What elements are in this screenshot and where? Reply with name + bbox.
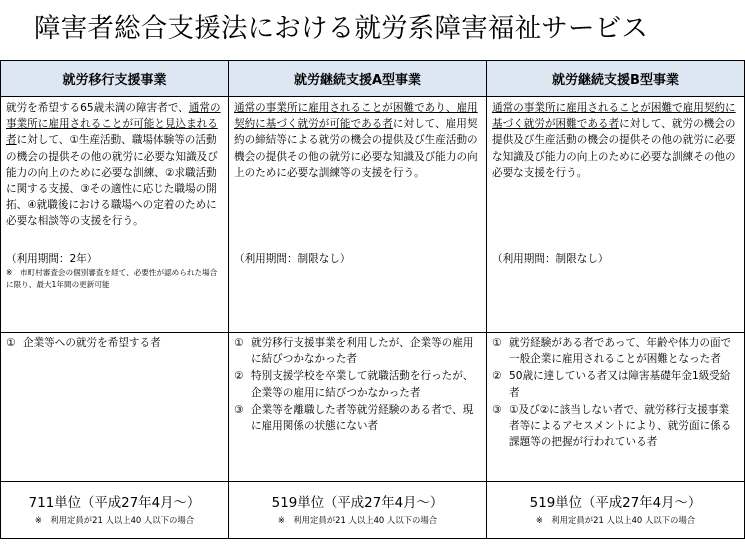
target-item: ② 特別支援学校を卒業して就職活動を行ったが、企業等の雇用に結びつかなかった者 (234, 370, 474, 399)
target-item: ① 企業等への就労を希望する者 (6, 337, 161, 349)
page-title: 障害者総合支援法における就労系障害福祉サービス (34, 13, 649, 44)
description-cell-type-b (487, 97, 745, 333)
usage-period: （利用期間：制限なし） (234, 253, 351, 265)
services-table-container (0, 60, 736, 525)
services-table (0, 60, 745, 539)
target-item: ③ ①及び②に該当しない者で、就労移行支援事業者等によるアセスメントにより、就労面に係る課題等の把握が行われている者 (492, 403, 732, 449)
description-row (1, 97, 745, 333)
fee-note: ※ 利用定員が21 人以上40 人以下の場合 (277, 515, 438, 525)
target-cell-type-a (229, 333, 487, 482)
description-text: 通常の事業所に雇用されることが困難で雇用契約に基づく就労が困難である者に対して、就労の機会の提供及び生産活動の機会の提供その他の就労に必要な知識及び能力の向上のために必要な訓練その他の必要な支援を行う。 (492, 102, 736, 179)
target-cell-transition (1, 333, 229, 482)
header-row (1, 61, 745, 97)
fee-units: 519単位（平成27年4月～） (529, 496, 702, 511)
target-item: ③ 企業等を離職した者等就労経験のある者で、現に雇用関係の状態にない者 (234, 403, 474, 433)
description-cell-transition (1, 97, 229, 333)
column-header-type-b: 就労継続支援B型事業 (487, 61, 745, 97)
target-cell-type-b (487, 333, 745, 482)
fee-row (1, 482, 745, 539)
target-item: ① 就労経験がある者であって、年齢や体力の面で一般企業に雇用されることが困難となった者 (492, 337, 732, 366)
description-text: 通常の事業所に雇用されることが困難であり、雇用契約に基づく就労が可能である者に対して、雇用契約の締結等による就労の機会の提供及び生産活動の機会の提供その他の就労に必要な知識及び能力の向上のために必要な訓練等の支援を行う。 (234, 102, 478, 179)
fee-units: 711単位（平成27年4月～） (28, 496, 201, 511)
target-row (1, 333, 745, 482)
fee-note: ※ 利用定員が21 人以上40 人以下の場合 (535, 515, 696, 525)
target-item: ② 50歳に達している者又は障害基礎年金1級受給者 (492, 370, 731, 399)
fee-note: ※ 利用定員が21 人以上40 人以下の場合 (34, 515, 195, 525)
usage-period: （利用期間：制限なし） (492, 253, 609, 265)
fee-cell-type-b (487, 482, 745, 539)
target-item: ① 就労移行支援事業を利用したが、企業等の雇用に結びつかなかった者 (234, 337, 474, 366)
usage-period-note: ※ 市町村審査会の個別審査を経て、必要性が認められた場合に限り、最大1年間の更新可能 (6, 268, 218, 289)
column-header-type-a: 就労継続支援A型事業 (229, 61, 487, 97)
fee-cell-type-a (229, 482, 487, 539)
fee-units: 519単位（平成27年4月～） (271, 496, 444, 511)
description-text: 就労を希望する65歳未満の障害者で、通常の事業所に雇用されることが可能と見込まれる者に対して、①生産活動、職場体験等の活動の機会の提供その他の就労に必要な知識及び能力の向上のために必要な訓練、②求職活動に関する支援、③その適性に応じた職場の開拓、④就職後における職場への定着のために必要な相談等の支援を行う。 (6, 102, 221, 228)
fee-cell-transition (1, 482, 229, 539)
column-header-transition: 就労移行支援事業 (1, 61, 229, 97)
description-cell-type-a (229, 97, 487, 333)
usage-period: （利用期間：2年） (6, 253, 98, 265)
